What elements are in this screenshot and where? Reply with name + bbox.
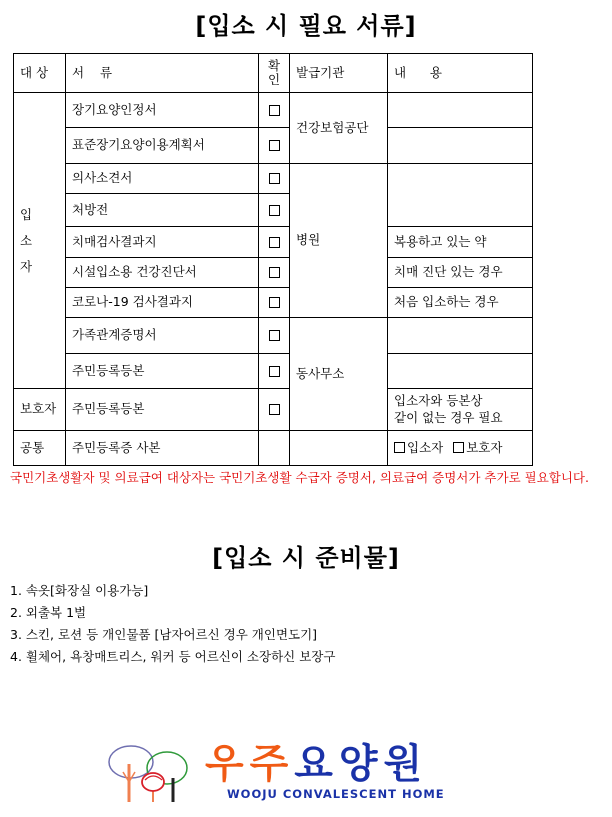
notice-text: 국민기초생활자 및 의료급여 대상자는 국민기초생활 수급자 증명서, 의료급여 증명서가 추가로 필요합니다. <box>10 470 589 485</box>
content-cell <box>388 93 533 128</box>
check-box[interactable] <box>259 288 290 318</box>
table-row <box>14 93 533 128</box>
table-row <box>14 431 533 466</box>
check-box[interactable] <box>259 389 290 431</box>
header-content: 내 용 <box>388 54 533 93</box>
check-box[interactable] <box>259 258 290 288</box>
check-box[interactable] <box>259 318 290 354</box>
table-row <box>14 164 533 194</box>
page-title-preparation: [입소 시 준비물] <box>212 544 400 572</box>
doc-name: 주민등록등본 <box>66 389 259 431</box>
check-cell-empty <box>259 431 290 466</box>
content-guardian: 입소자와 등본상 같이 없는 경우 필요 <box>388 389 533 431</box>
issuer-community-center: 동사무소 <box>290 318 388 431</box>
header-target: 대 상 <box>14 54 66 93</box>
table-row <box>14 128 533 164</box>
group-common: 공통 <box>14 431 66 466</box>
tree-emblem-icon <box>105 742 205 804</box>
list-item: 4. 휠체어, 욕창매트리스, 워커 등 어르신이 소장하신 보장구 <box>10 649 336 664</box>
required-documents-table <box>13 53 533 466</box>
group-resident <box>14 93 66 389</box>
check-box[interactable] <box>259 354 290 389</box>
list-item: 1. 속옷[화장실 이용가능] <box>10 583 149 598</box>
doc-name: 치매검사결과지 <box>66 227 259 258</box>
content-cell <box>388 128 533 164</box>
doc-name: 표준장기요양이용계획서 <box>66 128 259 164</box>
preparation-list <box>10 580 335 668</box>
table-row <box>14 227 533 258</box>
header-check: 확인 <box>259 54 290 93</box>
content-cell <box>388 164 533 227</box>
wooju-logo <box>105 742 505 804</box>
doc-name: 처방전 <box>66 194 259 227</box>
page-title-required-documents: [입소 시 필요 서류] <box>195 12 417 40</box>
content-cell <box>388 318 533 354</box>
doc-name: 장기요양인정서 <box>66 93 259 128</box>
check-box[interactable] <box>259 227 290 258</box>
logo-korean-text: 우주요양원 <box>205 741 429 787</box>
doc-name: 코로나-19 검사결과지 <box>66 288 259 318</box>
doc-name: 주민등록등본 <box>66 354 259 389</box>
list-item: 2. 외출복 1벌 <box>10 605 87 620</box>
issuer-empty <box>290 431 388 466</box>
header-issuer: 발급기관 <box>290 54 388 93</box>
doc-name: 의사소견서 <box>66 164 259 194</box>
group-resident-label: 입 소 자 <box>20 206 33 274</box>
header-document: 서 류 <box>66 54 259 93</box>
content-first-admission: 처음 입소하는 경우 <box>388 288 533 318</box>
table-row <box>14 318 533 354</box>
issuer-nhis: 건강보험공단 <box>290 93 388 164</box>
table-row <box>14 288 533 318</box>
check-box[interactable] <box>259 164 290 194</box>
table-row <box>14 389 533 431</box>
content-common: 입소자 보호자 <box>388 431 533 466</box>
logo-english-text: WOOJU CONVALESCENT HOME <box>227 787 445 801</box>
check-box[interactable] <box>259 128 290 164</box>
doc-name: 가족관계증명서 <box>66 318 259 354</box>
table-header-row <box>14 54 533 93</box>
doc-name: 시설입소용 건강진단서 <box>66 258 259 288</box>
resident-option-checkbox[interactable] <box>394 442 405 453</box>
issuer-hospital: 병원 <box>290 164 388 318</box>
content-prescription: 복용하고 있는 약 <box>388 227 533 258</box>
guardian-option-checkbox[interactable] <box>453 442 464 453</box>
table-row <box>14 354 533 389</box>
check-box[interactable] <box>259 194 290 227</box>
content-cell <box>388 354 533 389</box>
content-dementia: 치매 진단 있는 경우 <box>388 258 533 288</box>
group-guardian: 보호자 <box>14 389 66 431</box>
doc-name: 주민등록증 사본 <box>66 431 259 466</box>
table-row <box>14 258 533 288</box>
list-item: 3. 스킨, 로션 등 개인물품 [남자어르신 경우 개인면도기] <box>10 627 318 642</box>
check-box[interactable] <box>259 93 290 128</box>
